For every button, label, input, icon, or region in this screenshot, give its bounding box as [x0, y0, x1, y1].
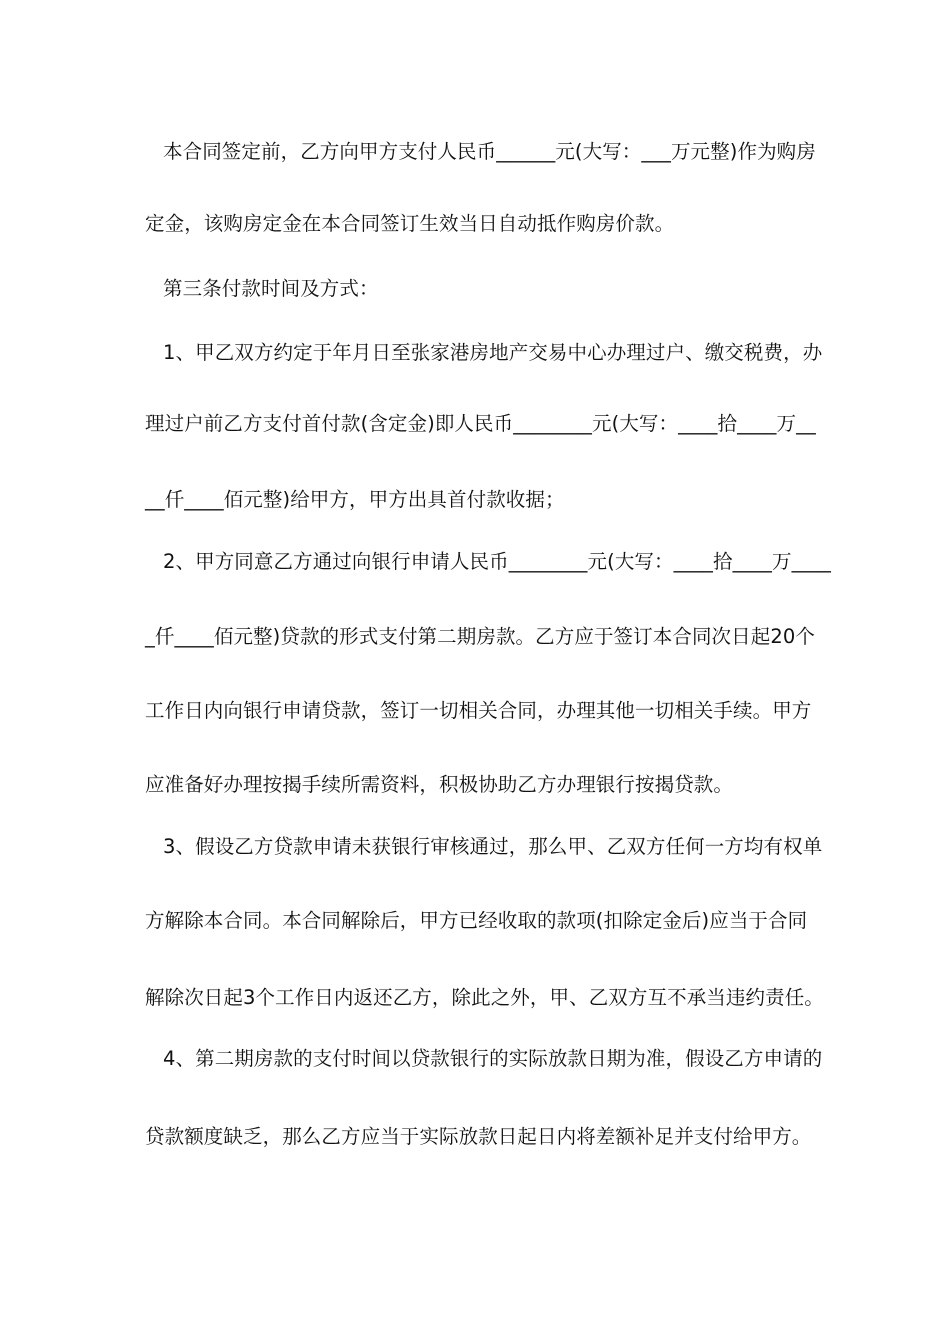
paragraph-deposit-line-2: 定金，该购房定金在本合同签订生效当日自动抵作购房价款。: [145, 212, 675, 235]
section-heading-article-3: 第三条付款时间及方式：: [163, 277, 379, 300]
clause-4-line-1: 4、第二期房款的支付时间以贷款银行的实际放款日期为准，假设乙方申请的: [163, 1047, 823, 1070]
clause-2-line-2: _仟____佰元整)贷款的形式支付第二期房款。乙方应于签订本合同次日起20个: [145, 625, 815, 648]
clause-2-line-4: 应准备好办理按揭手续所需资料，积极协助乙方办理银行按揭贷款。: [145, 773, 734, 796]
clause-4-line-2: 贷款额度缺乏，那么乙方应当于实际放款日起日内将差额补足并支付给甲方。: [145, 1125, 812, 1148]
clause-1-line-2: 理过户前乙方支付首付款(含定金)即人民币________元(大写：____拾____万__: [145, 412, 816, 435]
clause-1-line-1: 1、甲乙双方约定于年月日至张家港房地产交易中心办理过户、缴交税费，办: [163, 341, 823, 364]
clause-2-line-1: 2、甲方同意乙方通过向银行申请人民币________元(大写：____拾____万____: [163, 550, 832, 573]
clause-3-line-2: 方解除本合同。本合同解除后，甲方已经收取的款项(扣除定金后)应当于合同: [145, 909, 808, 932]
paragraph-deposit-line-1: 本合同签定前，乙方向甲方支付人民币______元(大写：___万元整)作为购房: [163, 140, 816, 163]
clause-1-line-3: __仟____佰元整)给甲方，甲方出具首付款收据；: [145, 488, 565, 511]
clause-3-line-3: 解除次日起3个工作日内返还乙方，除此之外，甲、乙双方互不承当违约责任。: [145, 986, 824, 1009]
clause-3-line-1: 3、假设乙方贷款申请未获银行审核通过，那么甲、乙双方任何一方均有权单: [163, 835, 823, 858]
clause-2-line-3: 工作日内向银行申请贷款，签订一切相关合同，办理其他一切相关手续。甲方: [145, 699, 812, 722]
